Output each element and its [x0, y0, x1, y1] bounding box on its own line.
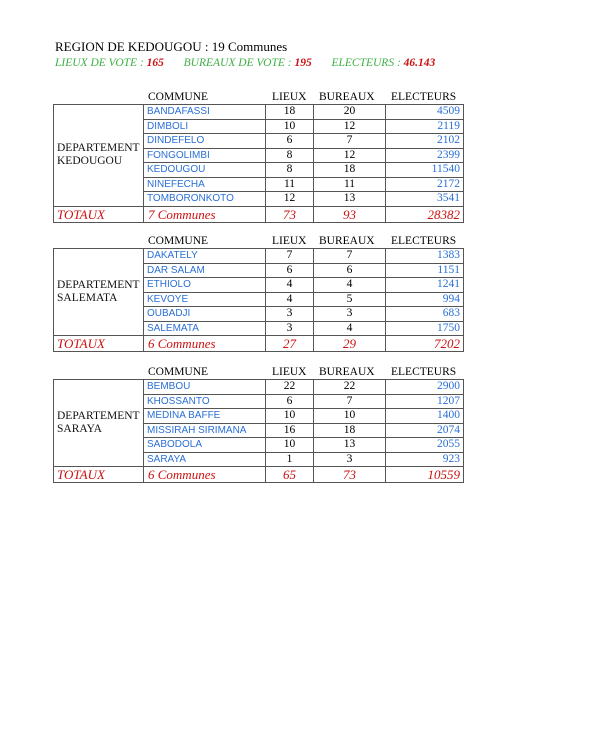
- region-title: REGION DE KEDOUGOU : 19 Communes: [55, 39, 288, 54]
- lieux-de-vote-label: LIEUX DE VOTE :: [55, 57, 144, 69]
- electeurs-label: ELECTEURS :: [331, 57, 401, 69]
- electeurs-cell: 2119: [386, 119, 464, 134]
- electeurs-cell: 683: [386, 307, 464, 322]
- region-summary: [55, 57, 435, 69]
- electeurs-cell: 2900: [386, 380, 464, 395]
- commune-cell: SALEMATA: [144, 321, 266, 336]
- electeurs-cell: 2399: [386, 148, 464, 163]
- bureaux-cell: 7: [314, 249, 386, 264]
- department-name: [54, 105, 144, 207]
- electeurs-cell: 923: [386, 452, 464, 467]
- column-header-lieux: LIEUX: [272, 366, 307, 378]
- commune-cell: FONGOLIMBI: [144, 148, 266, 163]
- bureaux-cell: 11: [314, 177, 386, 192]
- bureaux-cell: 6: [314, 263, 386, 278]
- department-name-line1: DEPARTEMENT: [57, 279, 140, 291]
- commune-cell: ETHIOLO: [144, 278, 266, 293]
- bureaux-de-vote-label: BUREAUX DE VOTE :: [183, 57, 292, 69]
- bureaux-cell: 3: [314, 452, 386, 467]
- electeurs-cell: 994: [386, 292, 464, 307]
- lieux-cell: 12: [266, 192, 314, 207]
- commune-cell: DINDEFELO: [144, 134, 266, 149]
- electeurs-cell: 3541: [386, 192, 464, 207]
- department-name-line2: SALEMATA: [57, 292, 118, 304]
- department-name: [54, 380, 144, 467]
- lieux-cell: 6: [266, 134, 314, 149]
- lieux-cell: 6: [266, 263, 314, 278]
- lieux-cell: 8: [266, 163, 314, 178]
- bureaux-cell: 22: [314, 380, 386, 395]
- column-headers: [53, 90, 463, 104]
- commune-cell: KHOSSANTO: [144, 394, 266, 409]
- table-row: [54, 380, 464, 395]
- bureaux-cell: 13: [314, 192, 386, 207]
- column-header-commune: COMMUNE: [148, 366, 209, 378]
- electeurs-value: 46.143: [403, 57, 436, 69]
- commune-cell: NINEFECHA: [144, 177, 266, 192]
- totals-label: TOTAUX: [54, 336, 144, 352]
- lieux-cell: 3: [266, 321, 314, 336]
- table-row: [54, 249, 464, 264]
- electeurs-cell: 1241: [386, 278, 464, 293]
- lieux-cell: 1: [266, 452, 314, 467]
- department-name: [54, 249, 144, 336]
- bureaux-cell: 18: [314, 163, 386, 178]
- commune-cell: OUBADJI: [144, 307, 266, 322]
- column-header-electeurs: ELECTEURS: [391, 235, 457, 247]
- lieux-cell: 6: [266, 394, 314, 409]
- bureaux-cell: 20: [314, 105, 386, 120]
- commune-cell: KEVOYE: [144, 292, 266, 307]
- totals-lieux: 65: [266, 467, 314, 483]
- totals-electeurs: 7202: [386, 336, 464, 352]
- column-header-bureaux: BUREAUX: [319, 366, 375, 378]
- column-headers: [53, 234, 463, 248]
- department-name-line2: KEDOUGOU: [57, 155, 123, 168]
- bureaux-cell: 12: [314, 148, 386, 163]
- commune-cell: SARAYA: [144, 452, 266, 467]
- electeurs-cell: 1207: [386, 394, 464, 409]
- bureaux-cell: 7: [314, 394, 386, 409]
- commune-cell: MEDINA BAFFE: [144, 409, 266, 424]
- commune-cell: BANDAFASSI: [144, 105, 266, 120]
- bureaux-cell: 18: [314, 423, 386, 438]
- totals-bureaux: 73: [314, 467, 386, 483]
- department-table: [53, 379, 464, 483]
- department-table: [53, 248, 464, 352]
- bureaux-de-vote-value: 195: [294, 57, 312, 69]
- column-header-commune: COMMUNE: [148, 235, 209, 247]
- totals-lieux: 73: [266, 206, 314, 222]
- commune-cell: DIMBOLI: [144, 119, 266, 134]
- column-header-bureaux: BUREAUX: [319, 91, 375, 103]
- totals-electeurs: 28382: [386, 206, 464, 222]
- column-header-lieux: LIEUX: [272, 91, 307, 103]
- totals-bureaux: 93: [314, 206, 386, 222]
- bureaux-cell: 12: [314, 119, 386, 134]
- totals-row: [54, 336, 464, 352]
- department-name-line1: DEPARTEMENT: [57, 410, 140, 422]
- lieux-cell: 10: [266, 119, 314, 134]
- lieux-cell: 7: [266, 249, 314, 264]
- column-header-electeurs: ELECTEURS: [391, 91, 457, 103]
- totals-lieux: 27: [266, 336, 314, 352]
- lieux-cell: 10: [266, 409, 314, 424]
- column-header-commune: COMMUNE: [148, 91, 209, 103]
- lieux-cell: 8: [266, 148, 314, 163]
- electeurs-cell: 2074: [386, 423, 464, 438]
- totals-label: TOTAUX: [54, 206, 144, 222]
- electeurs-cell: 2055: [386, 438, 464, 453]
- lieux-cell: 11: [266, 177, 314, 192]
- lieux-de-vote-value: 165: [146, 57, 164, 69]
- column-headers: [53, 365, 463, 379]
- bureaux-cell: 7: [314, 134, 386, 149]
- lieux-cell: 10: [266, 438, 314, 453]
- department-name-line2: SARAYA: [57, 423, 102, 435]
- totals-communes: 7 Communes: [144, 206, 266, 222]
- lieux-cell: 4: [266, 292, 314, 307]
- column-header-bureaux: BUREAUX: [319, 235, 375, 247]
- electeurs-cell: 2102: [386, 134, 464, 149]
- lieux-cell: 22: [266, 380, 314, 395]
- commune-cell: DAR SALAM: [144, 263, 266, 278]
- column-header-electeurs: ELECTEURS: [391, 366, 457, 378]
- bureaux-cell: 13: [314, 438, 386, 453]
- electeurs-cell: 1400: [386, 409, 464, 424]
- lieux-cell: 3: [266, 307, 314, 322]
- electeurs-cell: 4509: [386, 105, 464, 120]
- commune-cell: MISSIRAH SIRIMANA: [144, 423, 266, 438]
- totals-row: [54, 206, 464, 222]
- commune-cell: BEMBOU: [144, 380, 266, 395]
- table-row: [54, 105, 464, 120]
- totals-electeurs: 10559: [386, 467, 464, 483]
- bureaux-cell: 10: [314, 409, 386, 424]
- electeurs-cell: 1750: [386, 321, 464, 336]
- lieux-cell: 16: [266, 423, 314, 438]
- column-header-lieux: LIEUX: [272, 235, 307, 247]
- electeurs-cell: 2172: [386, 177, 464, 192]
- totals-communes: 6 Communes: [144, 467, 266, 483]
- bureaux-cell: 5: [314, 292, 386, 307]
- department-name-line1: DEPARTEMENT: [57, 142, 140, 155]
- bureaux-cell: 4: [314, 278, 386, 293]
- commune-cell: DAKATELY: [144, 249, 266, 264]
- totals-communes: 6 Communes: [144, 336, 266, 352]
- bureaux-cell: 3: [314, 307, 386, 322]
- commune-cell: SABODOLA: [144, 438, 266, 453]
- commune-cell: KEDOUGOU: [144, 163, 266, 178]
- commune-cell: TOMBORONKOTO: [144, 192, 266, 207]
- lieux-cell: 4: [266, 278, 314, 293]
- totals-row: [54, 467, 464, 483]
- totals-bureaux: 29: [314, 336, 386, 352]
- electeurs-cell: 1151: [386, 263, 464, 278]
- bureaux-cell: 4: [314, 321, 386, 336]
- totals-label: TOTAUX: [54, 467, 144, 483]
- electeurs-cell: 1383: [386, 249, 464, 264]
- lieux-cell: 18: [266, 105, 314, 120]
- department-table: [53, 104, 464, 223]
- electeurs-cell: 11540: [386, 163, 464, 178]
